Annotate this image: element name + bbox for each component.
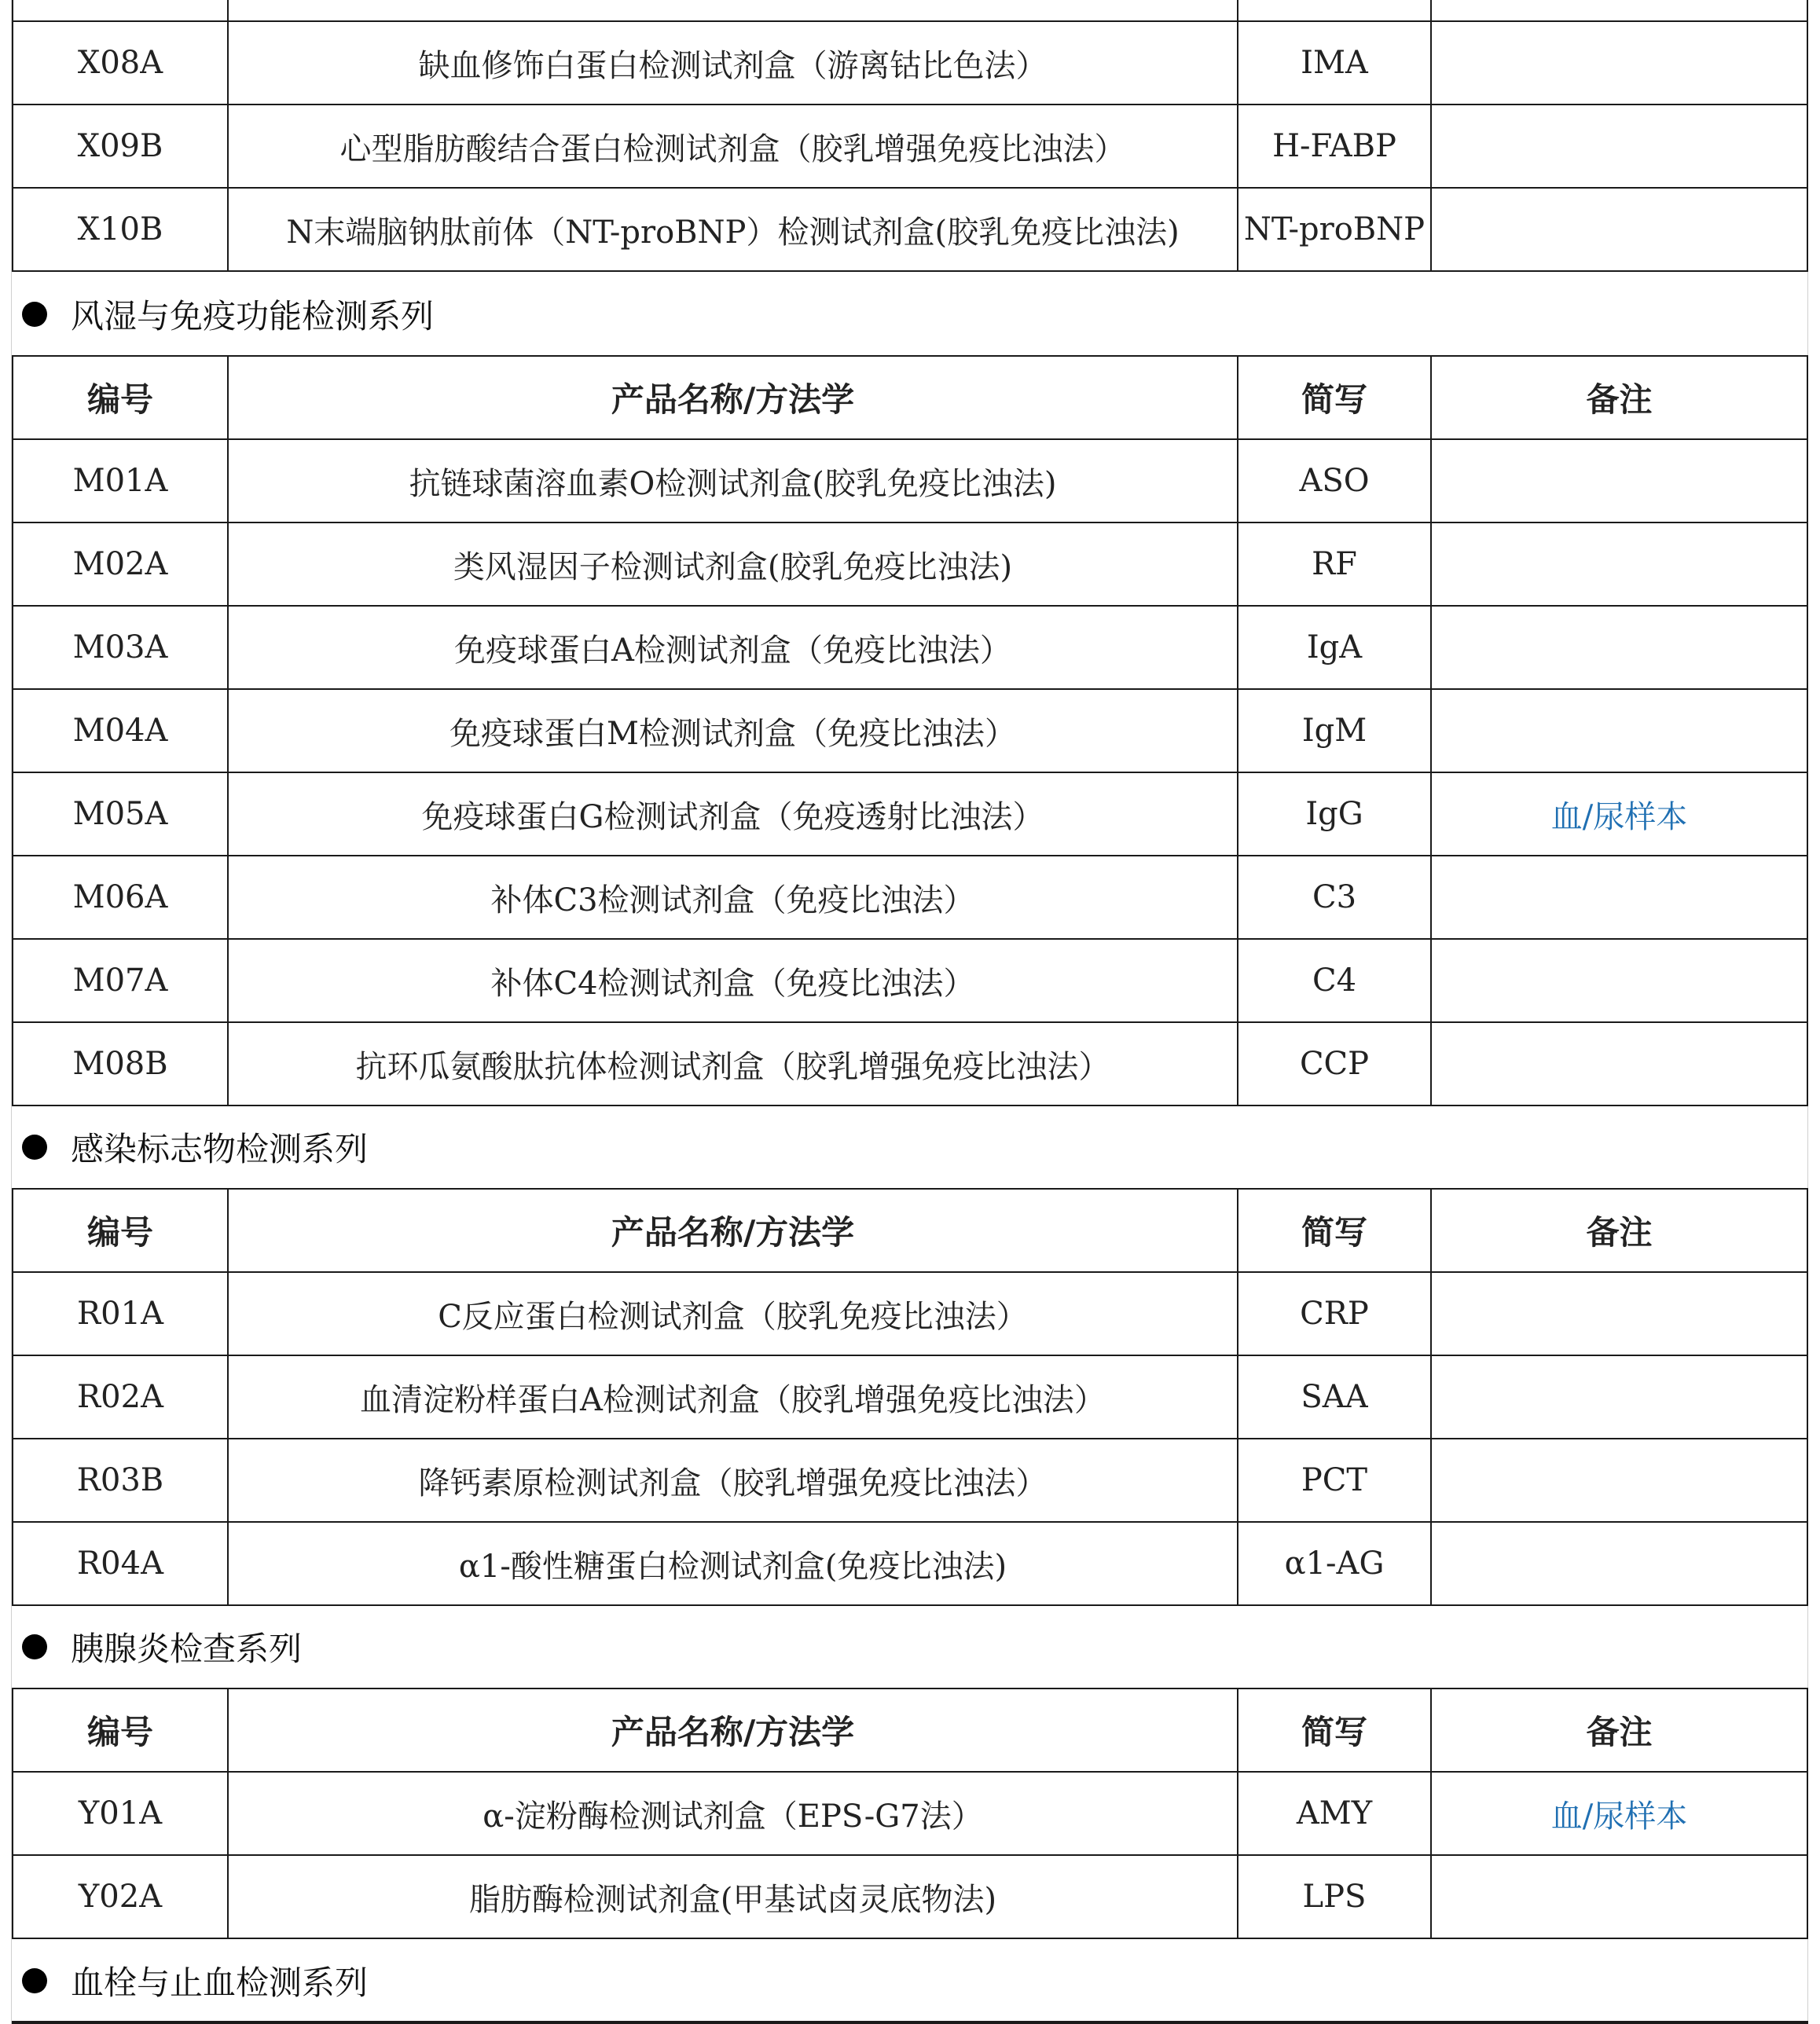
section-title-pancreatitis	[22, 1605, 302, 1688]
header-code: 编号	[13, 356, 228, 439]
table-row	[13, 439, 1807, 522]
table-row	[13, 606, 1807, 689]
product-note	[1431, 939, 1807, 1022]
bullet-icon	[22, 302, 47, 327]
product-abbr: CRP	[1238, 1272, 1431, 1355]
table-row	[13, 689, 1807, 772]
table-row	[13, 1772, 1807, 1855]
product-note	[1431, 1022, 1807, 1106]
table-row	[13, 1022, 1807, 1106]
table-row	[13, 856, 1807, 939]
product-abbr: IMA	[1238, 21, 1431, 104]
product-name: 免疫球蛋白M检测试剂盒（免疫比浊法）	[228, 689, 1238, 772]
product-note: 血/尿样本	[1431, 772, 1807, 856]
product-code: Y01A	[13, 1772, 228, 1855]
header-name: 产品名称/方法学	[228, 1688, 1238, 1772]
product-name: 脂肪酶检测试剂盒(甲基试卤灵底物法)	[228, 1855, 1238, 1938]
product-abbr: SAA	[1238, 1355, 1431, 1439]
product-name: 抗环瓜氨酸肽抗体检测试剂盒（胶乳增强免疫比浊法）	[228, 1022, 1238, 1106]
table-header-row	[13, 356, 1807, 439]
product-note	[1431, 1355, 1807, 1439]
section-title-infection	[22, 1106, 368, 1189]
product-code: M01A	[13, 439, 228, 522]
header-note: 备注	[1431, 1189, 1807, 1272]
product-name: N末端脑钠肽前体（NT-proBNP）检测试剂盒(胶乳免疫比浊法)	[228, 188, 1238, 271]
product-name: 心型脂肪酸结合蛋白检测试剂盒（胶乳增强免疫比浊法）	[228, 104, 1238, 188]
product-note	[1431, 1272, 1807, 1355]
product-note	[1431, 1439, 1807, 1522]
product-note	[1431, 188, 1807, 271]
product-abbr: α1-AG	[1238, 1522, 1431, 1605]
header-name: 产品名称/方法学	[228, 1189, 1238, 1272]
product-name: 缺血修饰白蛋白检测试剂盒（游离钴比色法）	[228, 21, 1238, 104]
product-abbr: IgA	[1238, 606, 1431, 689]
table-row	[13, 1439, 1807, 1522]
product-code: M02A	[13, 522, 228, 606]
table-row	[13, 939, 1807, 1022]
header-note: 备注	[1431, 1688, 1807, 1772]
table-row	[13, 0, 1807, 21]
section-title-text: 风湿与免疫功能检测系列	[71, 297, 435, 336]
product-name: 补体C4检测试剂盒（免疫比浊法）	[228, 939, 1238, 1022]
table-pancreatitis	[12, 1688, 1808, 1939]
table-row	[13, 1522, 1807, 1605]
table-row	[13, 21, 1807, 104]
header-name: 产品名称/方法学	[228, 356, 1238, 439]
product-note	[1431, 1855, 1807, 1938]
bullet-icon	[22, 1634, 47, 1659]
product-abbr: ASO	[1238, 439, 1431, 522]
product-abbr: CCP	[1238, 1022, 1431, 1106]
product-abbr: IgM	[1238, 689, 1431, 772]
product-abbr: PCT	[1238, 1439, 1431, 1522]
product-name: 免疫球蛋白G检测试剂盒（免疫透射比浊法）	[228, 772, 1238, 856]
table-header-row	[13, 1189, 1807, 1272]
product-abbr: AMY	[1238, 1772, 1431, 1855]
product-code: M07A	[13, 939, 228, 1022]
header-code: 编号	[13, 1688, 228, 1772]
product-abbr: C3	[1238, 856, 1431, 939]
product-code: R02A	[13, 1355, 228, 1439]
product-name: α-淀粉酶检测试剂盒（EPS-G7法）	[228, 1772, 1238, 1855]
table-cardiac-continued	[12, 0, 1808, 272]
bullet-icon	[22, 1968, 47, 1993]
section-title-text: 血栓与止血检测系列	[71, 1964, 369, 2002]
product-note	[1431, 522, 1807, 606]
product-code: X10B	[13, 188, 228, 271]
table-row	[13, 1355, 1807, 1439]
product-abbr: IgG	[1238, 772, 1431, 856]
product-code: R03B	[13, 1439, 228, 1522]
product-name: 免疫球蛋白A检测试剂盒（免疫比浊法）	[228, 606, 1238, 689]
bullet-icon	[22, 1135, 47, 1160]
product-note	[1431, 104, 1807, 188]
table-row	[13, 104, 1807, 188]
table-top-border	[12, 2021, 1808, 2024]
table-row	[13, 772, 1807, 856]
product-abbr: RF	[1238, 522, 1431, 606]
table-infection	[12, 1188, 1808, 1606]
product-name: 补体C3检测试剂盒（免疫比浊法）	[228, 856, 1238, 939]
product-name: 血清淀粉样蛋白A检测试剂盒（胶乳增强免疫比浊法）	[228, 1355, 1238, 1439]
section-title-text: 胰腺炎检查系列	[71, 1630, 303, 1668]
product-note	[1431, 21, 1807, 104]
product-code: M05A	[13, 772, 228, 856]
table-row	[13, 1855, 1807, 1938]
table-row	[13, 188, 1807, 271]
product-note	[1431, 689, 1807, 772]
product-note	[1431, 439, 1807, 522]
header-abbr: 简写	[1238, 1189, 1431, 1272]
header-note: 备注	[1431, 356, 1807, 439]
product-code: M03A	[13, 606, 228, 689]
product-abbr: C4	[1238, 939, 1431, 1022]
product-note: 血/尿样本	[1431, 1772, 1807, 1855]
header-abbr: 简写	[1238, 356, 1431, 439]
section-title-text: 感染标志物检测系列	[71, 1130, 369, 1168]
product-note	[1431, 606, 1807, 689]
table-row	[13, 1272, 1807, 1355]
product-note	[1431, 1522, 1807, 1605]
product-code: X08A	[13, 21, 228, 104]
product-name: 抗链球菌溶血素O检测试剂盒(胶乳免疫比浊法)	[228, 439, 1238, 522]
product-code: R01A	[13, 1272, 228, 1355]
product-code: Y02A	[13, 1855, 228, 1938]
product-code: M06A	[13, 856, 228, 939]
product-code: R04A	[13, 1522, 228, 1605]
table-row	[13, 522, 1807, 606]
product-name: α1-酸性糖蛋白检测试剂盒(免疫比浊法)	[228, 1522, 1238, 1605]
table-rheumatism	[12, 355, 1808, 1106]
header-code: 编号	[13, 1189, 228, 1272]
product-abbr: NT-proBNP	[1238, 188, 1431, 271]
header-abbr: 简写	[1238, 1688, 1431, 1772]
product-name: 类风湿因子检测试剂盒(胶乳免疫比浊法)	[228, 522, 1238, 606]
product-abbr: LPS	[1238, 1855, 1431, 1938]
product-name: 降钙素原检测试剂盒（胶乳增强免疫比浊法）	[228, 1439, 1238, 1522]
product-name: C反应蛋白检测试剂盒（胶乳免疫比浊法）	[228, 1272, 1238, 1355]
product-code: X09B	[13, 104, 228, 188]
product-code: M08B	[13, 1022, 228, 1106]
table-header-row	[13, 1688, 1807, 1772]
product-note	[1431, 856, 1807, 939]
product-code: M04A	[13, 689, 228, 772]
section-title-rheumatism	[22, 273, 434, 356]
section-title-thrombosis	[22, 1939, 368, 2022]
product-abbr: H-FABP	[1238, 104, 1431, 188]
